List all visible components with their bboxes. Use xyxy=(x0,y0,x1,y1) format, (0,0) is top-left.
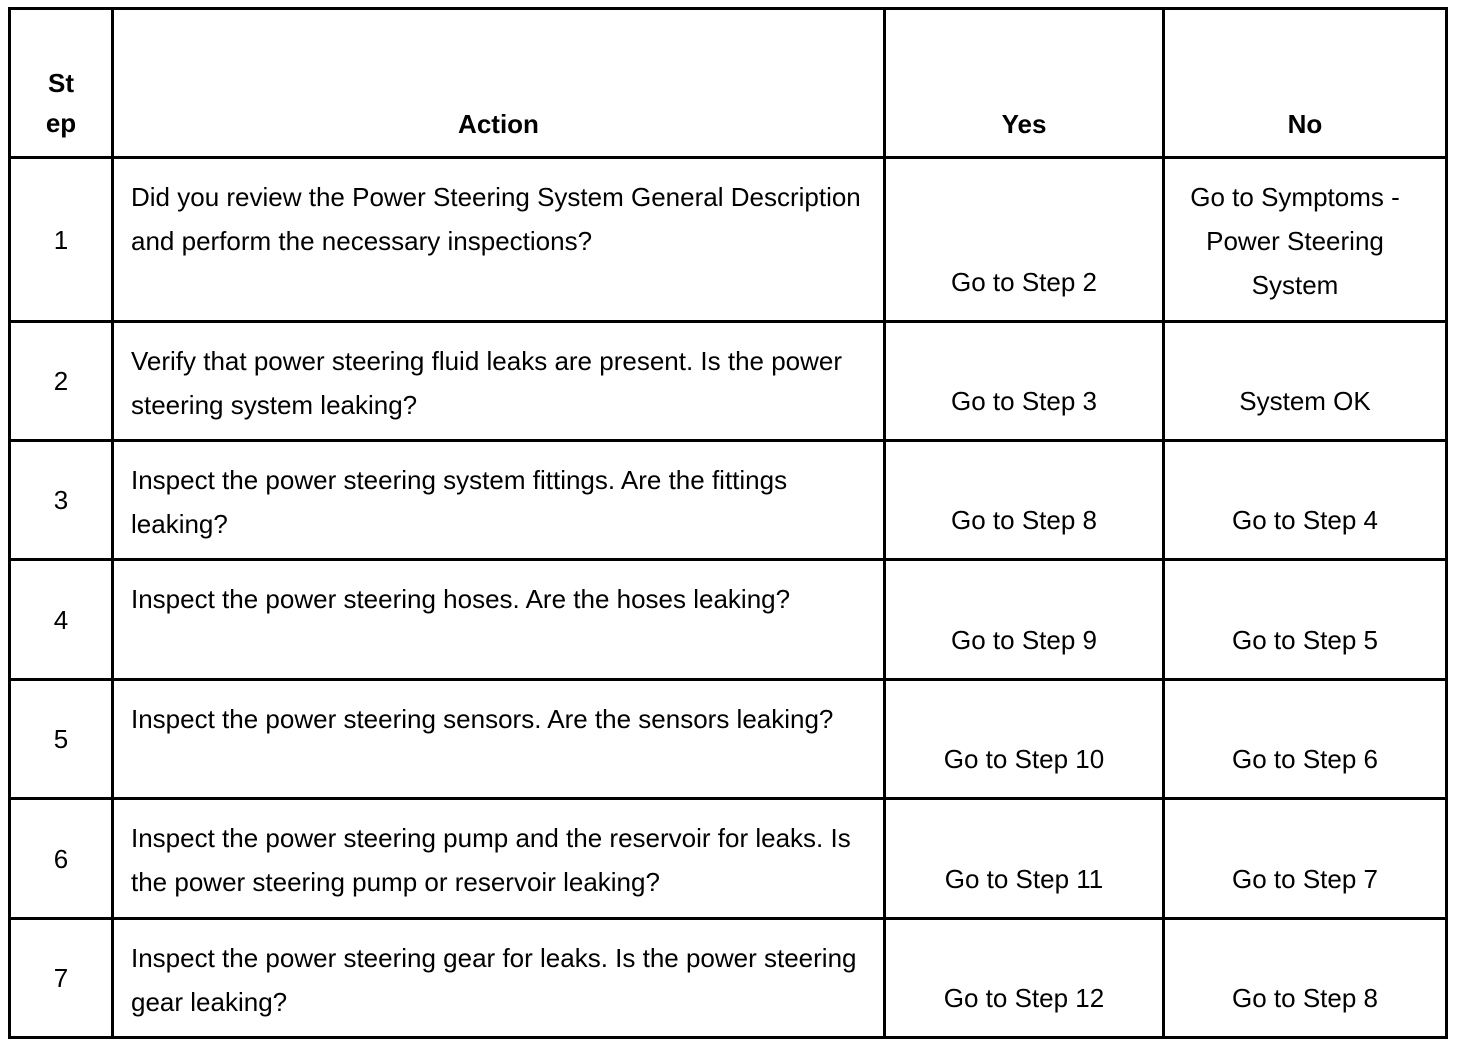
step-number: 6 xyxy=(10,799,113,919)
table-row xyxy=(10,560,1447,680)
yes-result: Go to Step 3 xyxy=(885,322,1164,441)
action-text: Did you review the Power Steering System General Description and perform the necessary inspections? xyxy=(113,158,885,322)
action-text: Inspect the power steering sensors. Are the sensors leaking? xyxy=(113,680,885,799)
table-row xyxy=(10,158,1447,322)
no-result: Go to Step 8 xyxy=(1164,919,1447,1038)
step-header-line-2: ep xyxy=(45,108,77,138)
action-text: Inspect the power steering system fittings. Are the fittings leaking? xyxy=(113,441,885,560)
action-text: Inspect the power steering gear for leaks. Is the power steering gear leaking? xyxy=(113,919,885,1038)
step-number: 3 xyxy=(10,441,113,560)
yes-result: Go to Step 9 xyxy=(885,560,1164,680)
yes-result: Go to Step 2 xyxy=(885,158,1164,322)
step-number: 5 xyxy=(10,680,113,799)
no-result: System OK xyxy=(1164,322,1447,441)
table-row xyxy=(10,441,1447,560)
yes-result: Go to Step 11 xyxy=(885,799,1164,919)
yes-result: Go to Step 10 xyxy=(885,680,1164,799)
yes-result: Go to Step 8 xyxy=(885,441,1164,560)
no-result: Go to Step 5 xyxy=(1164,560,1447,680)
yes-column-header: Yes xyxy=(885,9,1164,158)
step-number: 1 xyxy=(10,158,113,322)
table-row xyxy=(10,919,1447,1038)
step-column-header xyxy=(10,9,113,158)
no-result: Go to Step 7 xyxy=(1164,799,1447,919)
no-result: Go to Step 4 xyxy=(1164,441,1447,560)
action-text: Verify that power steering fluid leaks are present. Is the power steering system leaking? xyxy=(113,322,885,441)
yes-result: Go to Step 12 xyxy=(885,919,1164,1038)
no-result: Go to Step 6 xyxy=(1164,680,1447,799)
table-row xyxy=(10,322,1447,441)
header-row xyxy=(10,9,1447,158)
step-number: 2 xyxy=(10,322,113,441)
table-row xyxy=(10,799,1447,919)
action-column-header: Action xyxy=(113,9,885,158)
step-header-line-1: St xyxy=(48,68,74,98)
step-number: 7 xyxy=(10,919,113,1038)
no-column-header: No xyxy=(1164,9,1447,158)
no-result: Go to Symptoms - Power Steering System xyxy=(1164,158,1447,322)
diagnostic-table xyxy=(8,7,1448,1039)
step-number: 4 xyxy=(10,560,113,680)
action-text: Inspect the power steering pump and the reservoir for leaks. Is the power steering pump or reservoir leaking? xyxy=(113,799,885,919)
action-text: Inspect the power steering hoses. Are the hoses leaking? xyxy=(113,560,885,680)
table-row xyxy=(10,680,1447,799)
